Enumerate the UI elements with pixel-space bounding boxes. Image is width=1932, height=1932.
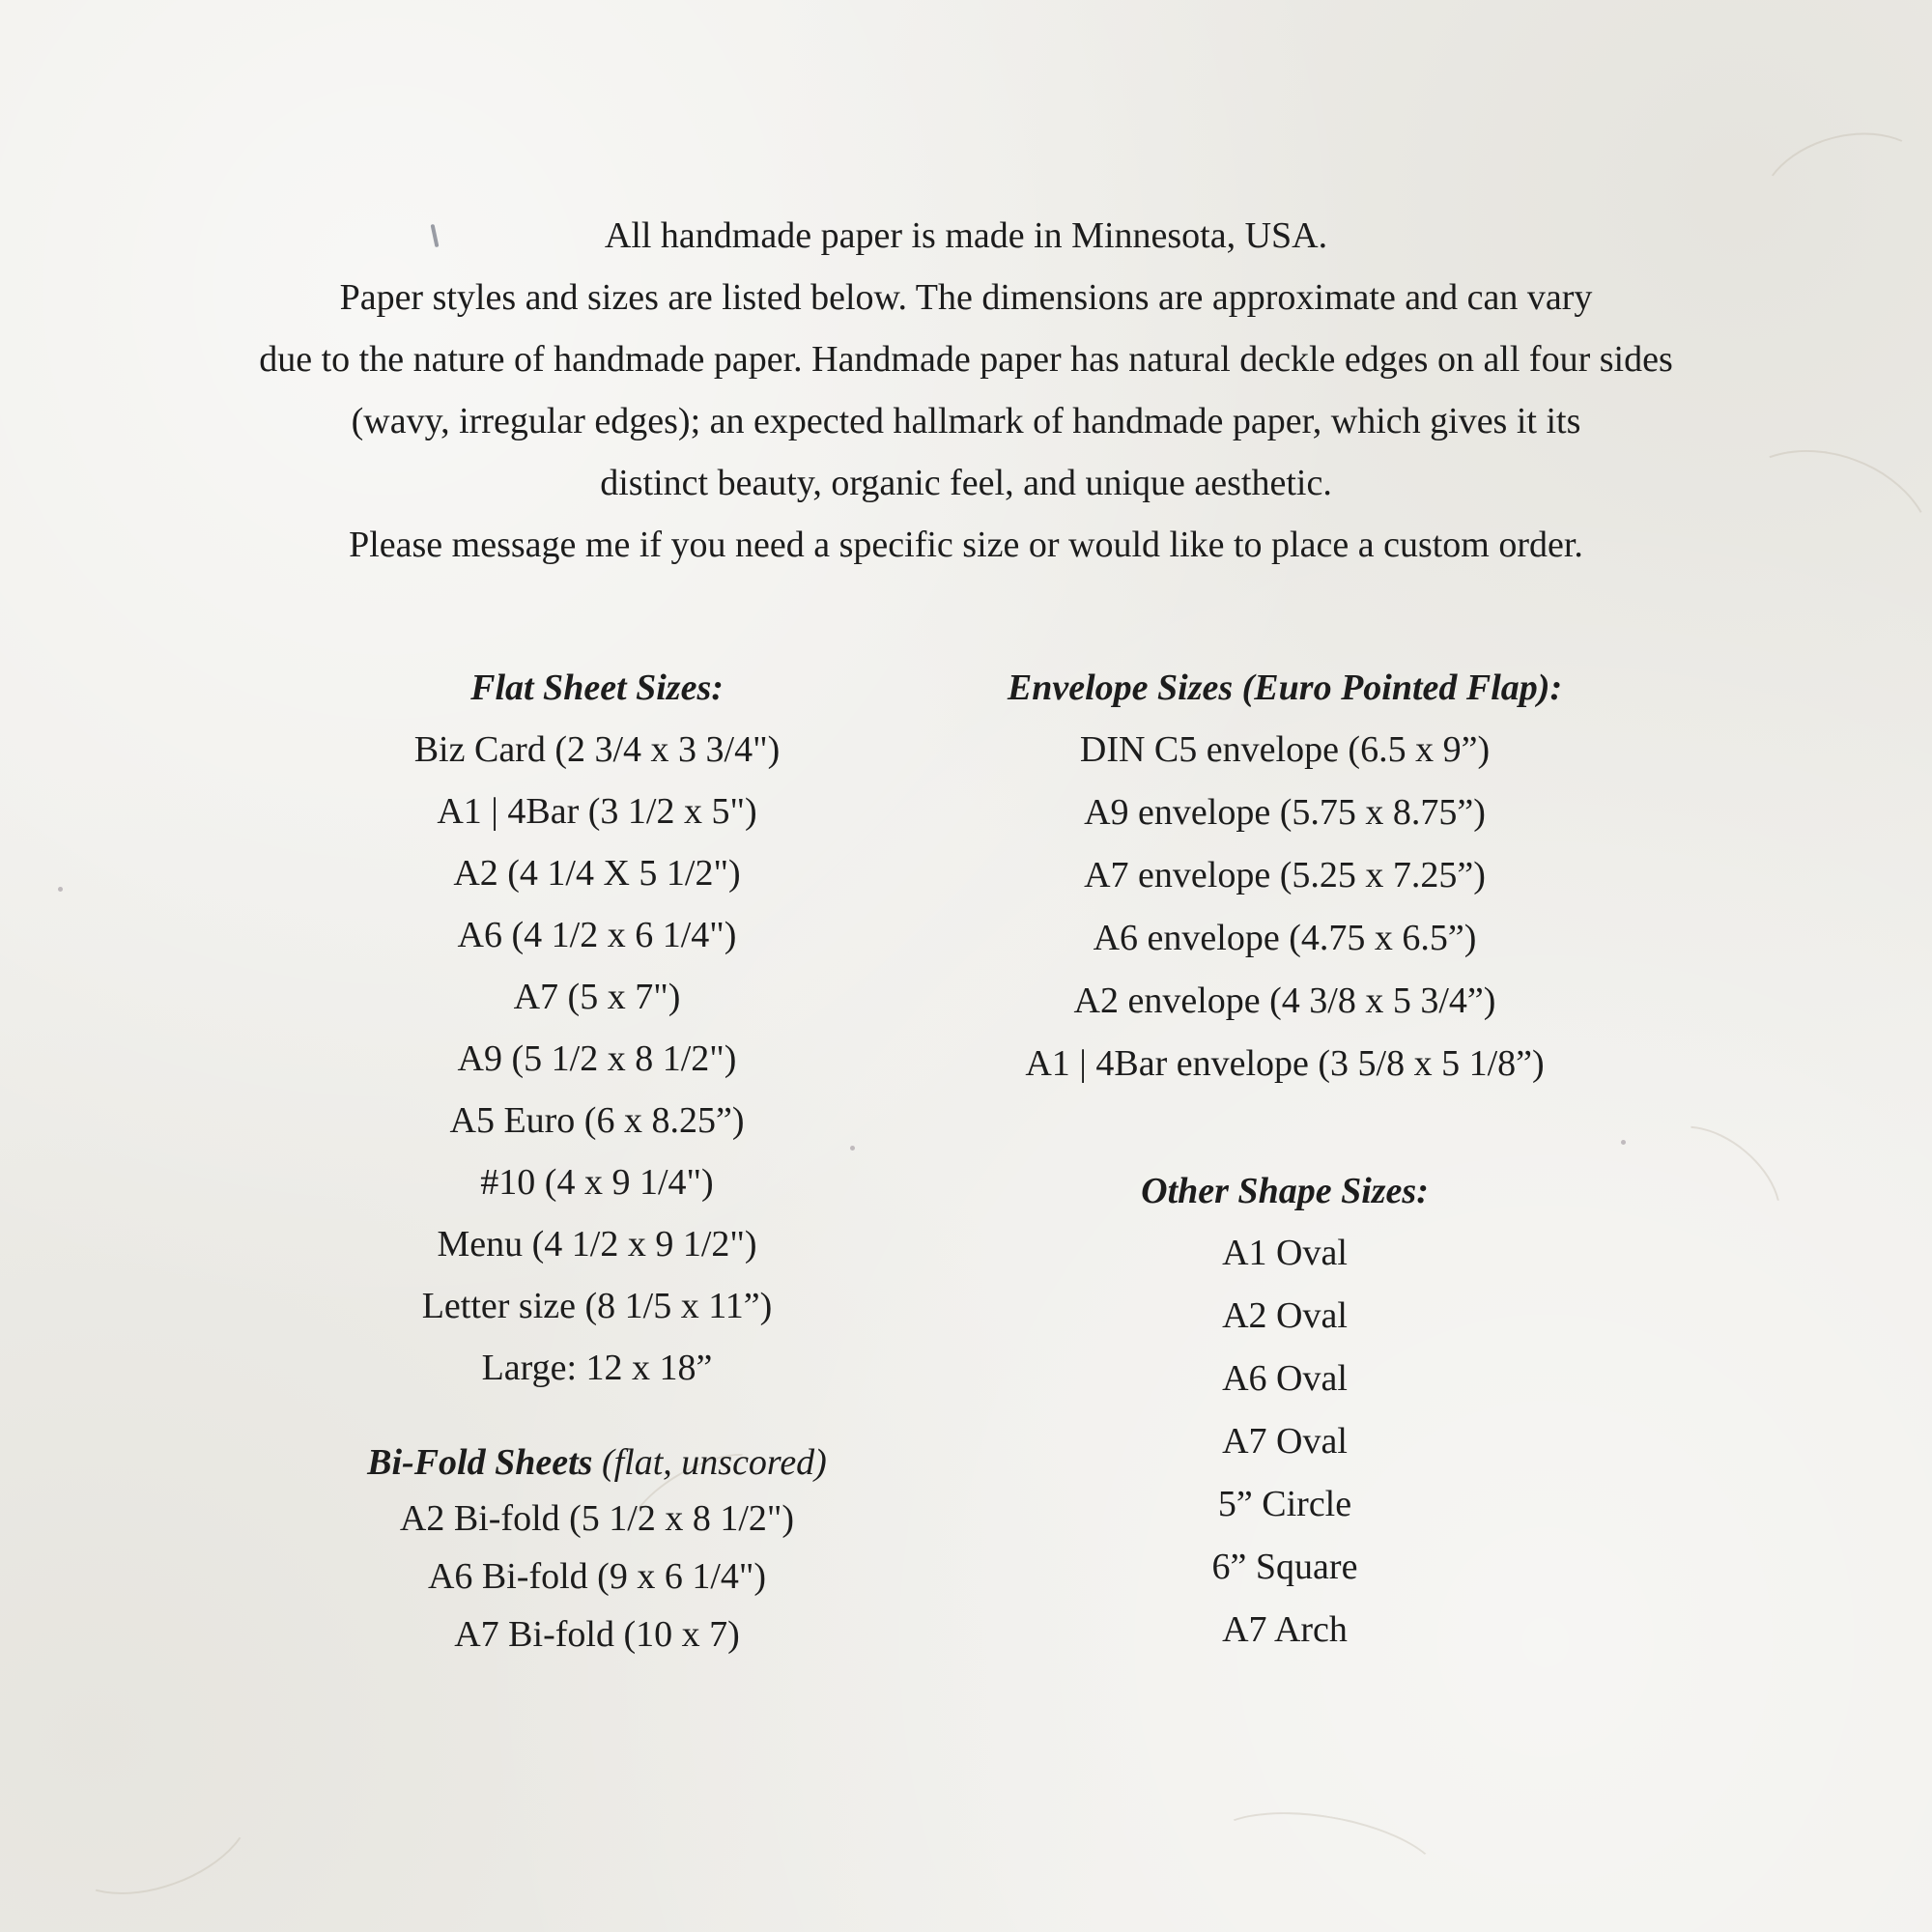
intro-line: (wavy, irregular edges); an expected hallmark of handmade paper, which gives it its [351, 401, 1581, 441]
list-item: DIN C5 envelope (6.5 x 9”) [1079, 729, 1491, 770]
list-item: A7 (5 x 7") [513, 977, 681, 1017]
paper-fiber [1631, 1103, 1803, 1268]
list-item: A7 envelope (5.25 x 7.25”) [1084, 855, 1486, 895]
list-item: A2 Bi-fold (5 1/2 x 8 1/2") [399, 1498, 795, 1539]
paper-speck [58, 887, 63, 892]
intro-line: Paper styles and sizes are listed below. The dimensions are approximate and can vary [339, 277, 1593, 318]
bifold-list [307, 1490, 887, 1663]
list-item: 5” Circle [1217, 1484, 1352, 1524]
list-item: A1 Oval [1222, 1233, 1348, 1273]
list-item: A6 (4 1/2 x 6 1/4") [457, 915, 737, 955]
intro-text [0, 205, 1932, 576]
envelope-list [966, 719, 1604, 1095]
intro-line: Please message me if you need a specific size or would like to place a custom order. [349, 525, 1583, 565]
other-shape-list [966, 1222, 1604, 1662]
list-item: A2 (4 1/4 X 5 1/2") [453, 853, 741, 894]
list-item: A9 (5 1/2 x 8 1/2") [457, 1038, 737, 1079]
list-item: A2 Oval [1222, 1295, 1348, 1336]
paper-fiber [45, 1747, 269, 1918]
list-item: A7 Arch [1222, 1609, 1348, 1650]
envelope-heading: Envelope Sizes (Euro Pointed Flap): [1007, 668, 1563, 708]
flat-sheet-heading: Flat Sheet Sizes: [470, 668, 724, 708]
other-shape-heading: Other Shape Sizes: [1141, 1171, 1429, 1211]
list-item: A6 Oval [1222, 1358, 1348, 1399]
list-item: A7 Bi-fold (10 x 7) [454, 1614, 740, 1655]
list-item: 6” Square [1211, 1547, 1358, 1587]
flat-sheet-list [307, 719, 887, 1399]
left-column [307, 657, 887, 1663]
list-item: Large: 12 x 18” [481, 1348, 713, 1388]
intro-line: distinct beauty, organic feel, and unique aesthetic. [600, 463, 1332, 503]
bifold-heading [307, 1435, 887, 1490]
list-item: A1 | 4Bar envelope (3 5/8 x 5 1/8”) [1025, 1043, 1545, 1084]
right-column [966, 657, 1604, 1662]
list-item: A2 envelope (4 3/8 x 5 3/4”) [1073, 980, 1496, 1021]
list-item: A6 Bi-fold (9 x 6 1/4") [427, 1556, 767, 1597]
list-item: A7 Oval [1222, 1421, 1348, 1462]
paper-fiber [1202, 1797, 1450, 1927]
bifold-heading-title: Bi-Fold Sheets [367, 1442, 593, 1483]
intro-line: All handmade paper is made in Minnesota, USA. [604, 215, 1328, 256]
list-item: A1 | 4Bar (3 1/2 x 5") [437, 791, 757, 832]
list-item: A9 envelope (5.75 x 8.75”) [1084, 792, 1486, 833]
list-item: Biz Card (2 3/4 x 3 3/4") [413, 729, 781, 770]
list-item: A5 Euro (6 x 8.25”) [449, 1100, 745, 1141]
list-item: Menu (4 1/2 x 9 1/2") [437, 1224, 757, 1264]
intro-line: due to the nature of handmade paper. Handmade paper has natural deckle edges on all four sides [259, 339, 1673, 380]
bifold-heading-note: (flat, unscored) [601, 1442, 827, 1483]
list-item: Letter size (8 1/5 x 11”) [421, 1286, 773, 1326]
paper-speck [1621, 1140, 1626, 1145]
list-item: #10 (4 x 9 1/4") [480, 1162, 714, 1203]
list-item: A6 envelope (4.75 x 6.5”) [1093, 918, 1477, 958]
